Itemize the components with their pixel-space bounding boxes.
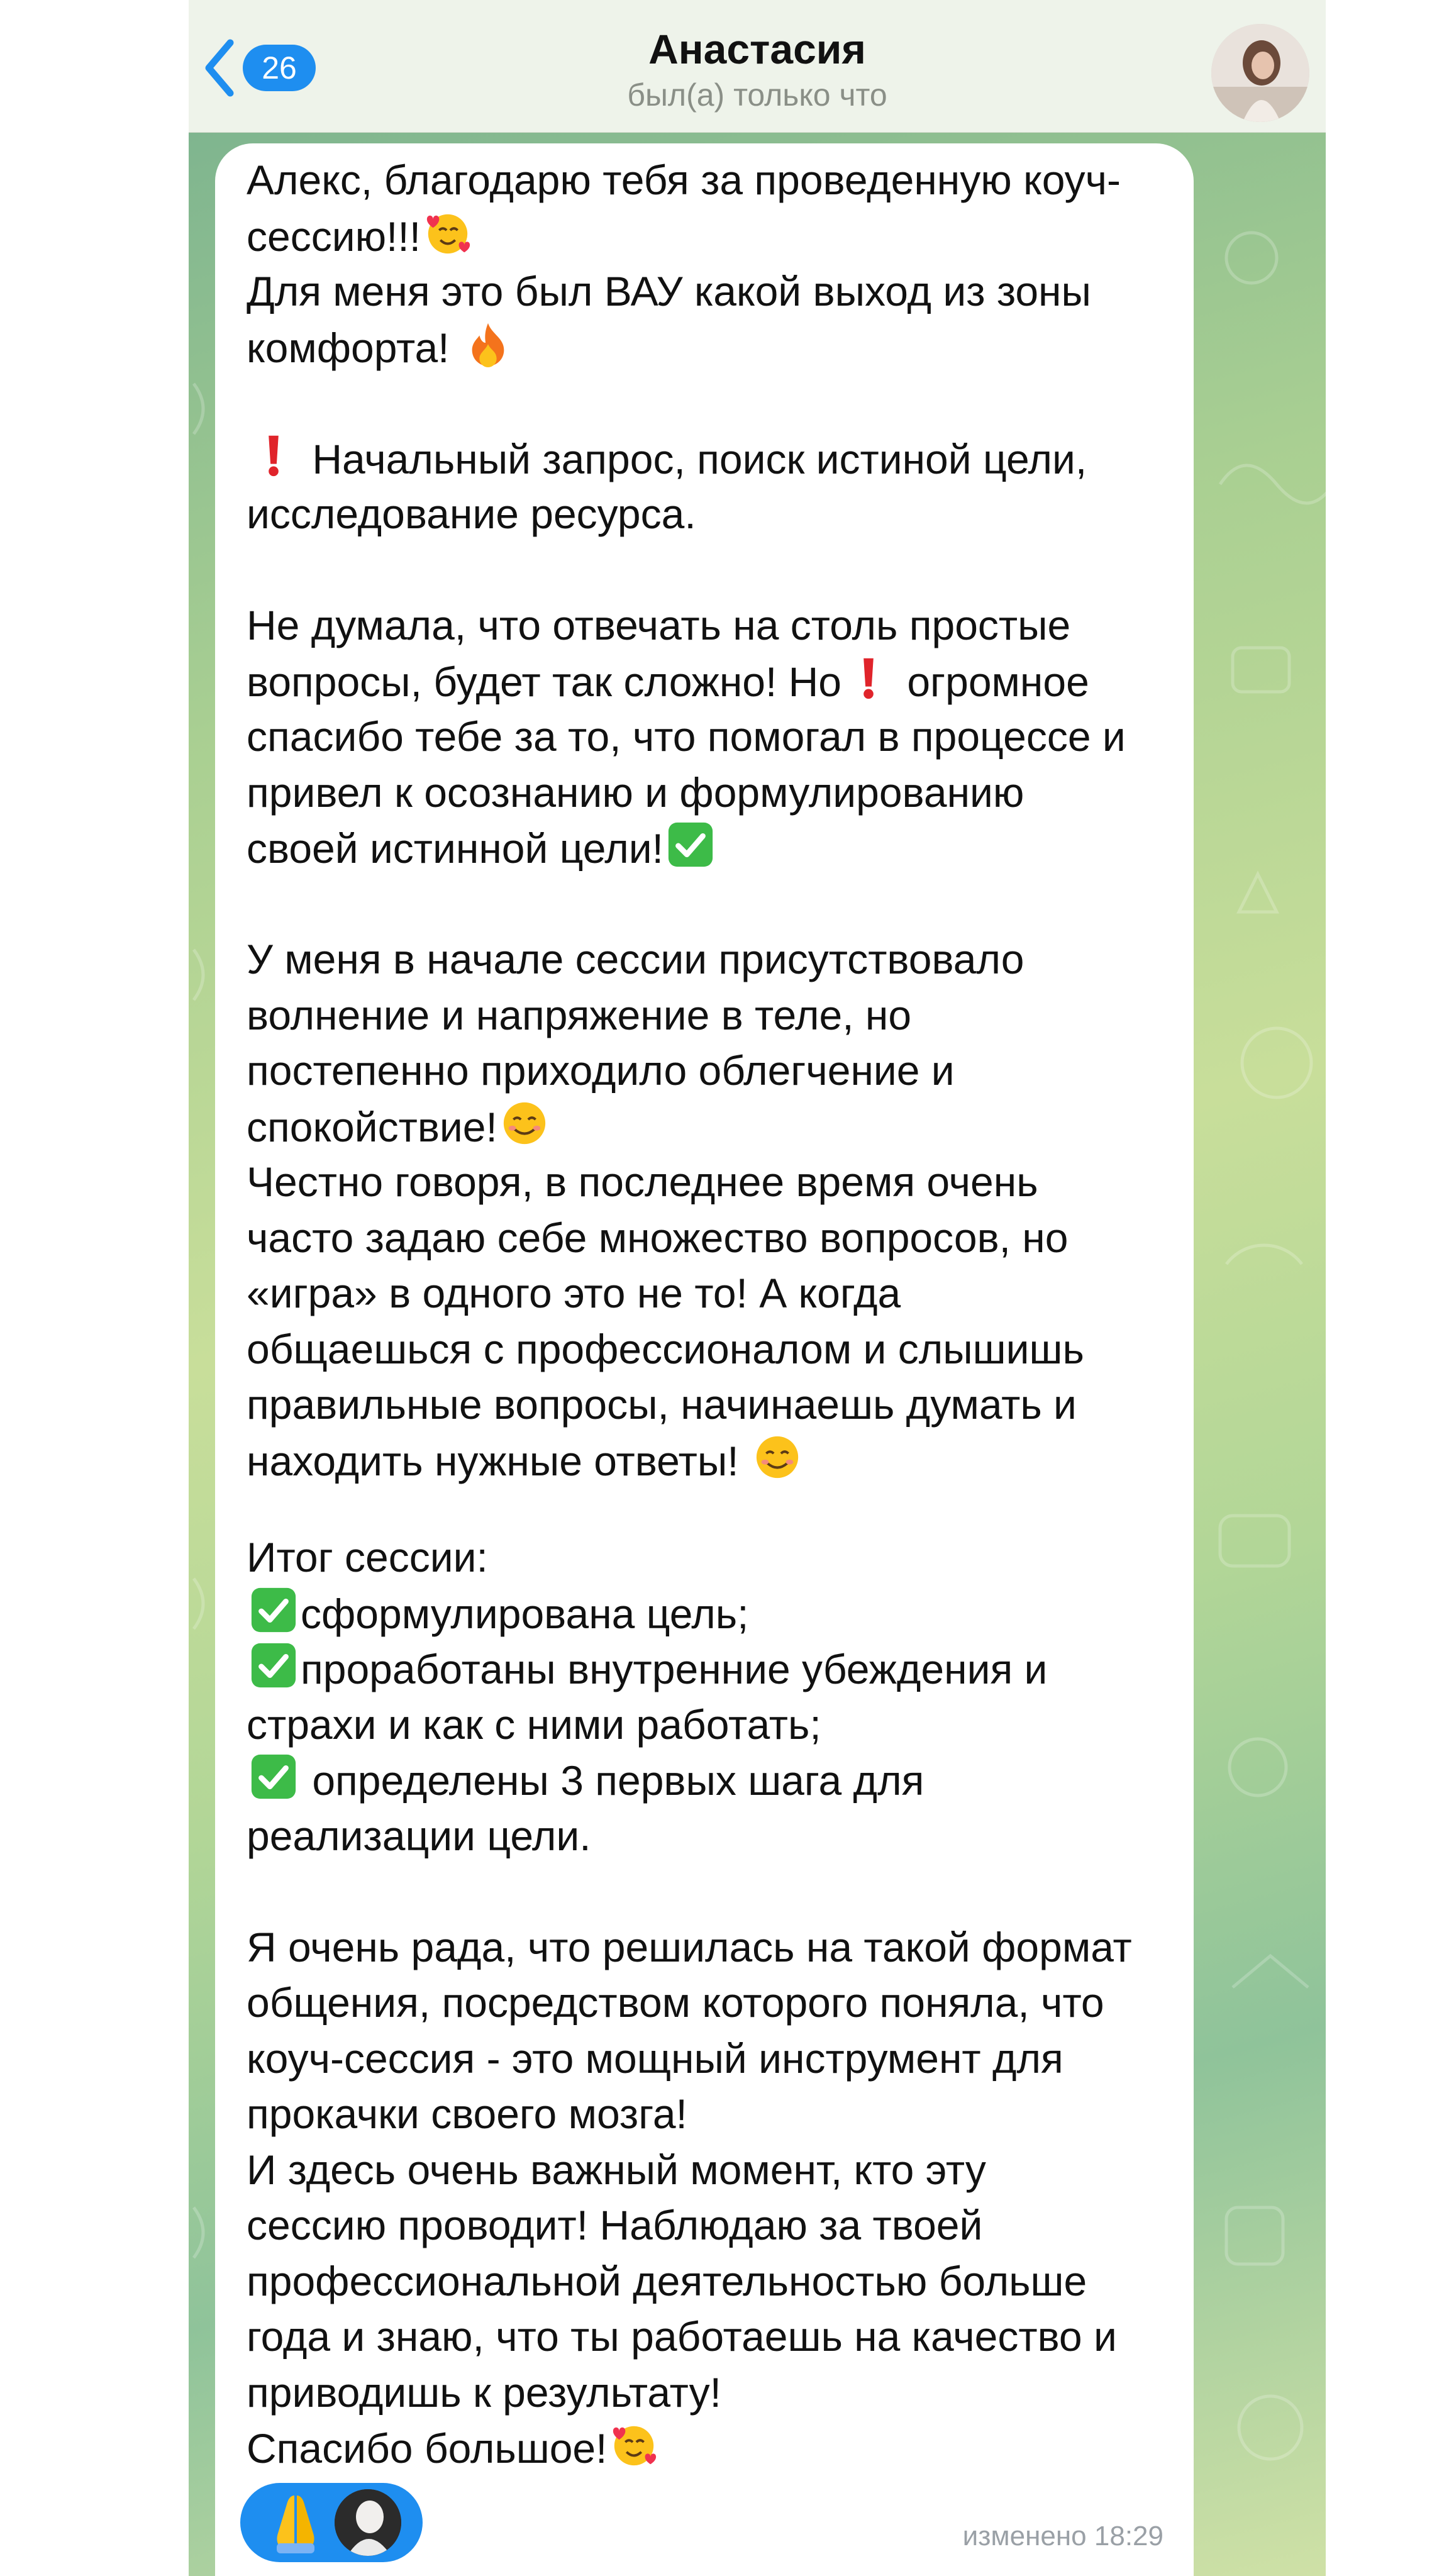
exclamation-mark-icon [249, 431, 298, 480]
chat-screen [189, 0, 1326, 2576]
message-line: вопросы, будет так сложно! Но огромное [247, 653, 1169, 709]
message-line: часто задаю себе множество вопросов, но [247, 1214, 1069, 1261]
message-line: волнение и напряжение в теле, но [247, 991, 912, 1038]
fire-icon [464, 319, 513, 369]
smiling-face-icon [753, 1433, 802, 1482]
message-line: Честно говоря, в последнее время очень [247, 1158, 1038, 1205]
message-meta [963, 2521, 1163, 2552]
message-line: спокойствие! [247, 1099, 1169, 1155]
reaction-user-avatar [335, 2489, 401, 2556]
message-line: Спасибо большое! [247, 2420, 1169, 2476]
check-mark-button-icon [666, 820, 715, 869]
message-line: постепенно приходило облегчение и [247, 1047, 955, 1094]
unread-count-badge: 26 [243, 45, 316, 91]
chat-title[interactable] [189, 24, 1326, 116]
message-line: спасибо тебе за то, что помогал в процессе и [247, 713, 1126, 760]
message-line: страхи и как с ними работать; [247, 1701, 821, 1748]
message-line: находить нужные ответы! [247, 1433, 1169, 1489]
smiling-face-icon [500, 1099, 549, 1148]
contact-status: был(а) только что [627, 77, 887, 113]
message-line: прокачки своего мозга! [247, 2090, 687, 2137]
contact-name: Анастасия [648, 26, 866, 72]
check-mark-button-icon [249, 1641, 298, 1690]
message-line: Алекс, благодарю тебя за проведенную коуч- [247, 157, 1121, 203]
message-line: Для меня это был ВАУ какой выход из зоны [247, 268, 1091, 314]
avatar-photo-icon [1211, 24, 1309, 122]
folded-hands-icon [265, 2492, 326, 2555]
message-line: правильные вопросы, начинаешь думать и [247, 1381, 1077, 1428]
exclamation-mark-icon [844, 653, 893, 702]
chat-header [189, 0, 1326, 133]
message-line: приводишь к результату! [247, 2368, 721, 2416]
message-line: сессию проводит! Наблюдаю за твоей [247, 2202, 983, 2248]
message-line: Итог сессии: [247, 1534, 488, 1580]
message-line: исследование ресурса. [247, 491, 696, 537]
message-line: коуч-сессия - это мощный инструмент для [247, 2035, 1063, 2082]
edited-label: изменено [962, 2521, 1087, 2551]
message-footer [215, 2483, 1194, 2576]
message-line: Я очень рада, что решилась на такой формат [247, 1923, 1132, 1970]
message-line: реализации цели. [247, 1812, 591, 1859]
user-photo-icon [335, 2489, 401, 2556]
message-line: Не думала, что отвечать на столь простые [247, 602, 1071, 648]
reaction-button[interactable] [240, 2483, 423, 2562]
message-line: общаешься с профессионалом и слышишь [247, 1325, 1084, 1372]
message-line: привел к осознанию и формулированию [247, 769, 1024, 816]
smiling-face-with-hearts-icon [609, 2420, 658, 2469]
message-line [247, 1863, 1169, 1919]
message-line [247, 542, 1169, 598]
message-line: «игра» в одного это не то! А когда [247, 1270, 901, 1316]
message-line: сформулирована цель; [247, 1585, 1169, 1641]
message-line: комфорта! [247, 319, 1169, 375]
message-line: определены 3 первых шага для [247, 1752, 1169, 1808]
message-line: Начальный запрос, поиск истиной цели, [247, 431, 1169, 487]
message-line: У меня в начале сессии присутствовало [247, 936, 1024, 982]
message-time: 18:29 [1094, 2521, 1163, 2551]
message-line [247, 876, 1169, 932]
message-line: года и знаю, что ты работаешь на качество и [247, 2313, 1117, 2360]
contact-avatar[interactable] [1211, 24, 1309, 122]
message-line: сессию!!! [247, 208, 1169, 264]
message-line: проработаны внутренние убеждения и [247, 1641, 1169, 1697]
message-line: общения, посредством которого поняла, что [247, 1979, 1104, 2026]
check-mark-button-icon [249, 1752, 298, 1801]
smiling-face-with-hearts-icon [423, 208, 472, 257]
message-line: И здесь очень важный момент, кто эту [247, 2146, 986, 2193]
message-bubble[interactable] [215, 143, 1194, 2576]
message-line [247, 375, 1169, 431]
check-mark-button-icon [249, 1585, 298, 1635]
message-line: профессиональной деятельностью больше [247, 2257, 1087, 2304]
message-line: своей истинной цели! [247, 820, 1169, 876]
